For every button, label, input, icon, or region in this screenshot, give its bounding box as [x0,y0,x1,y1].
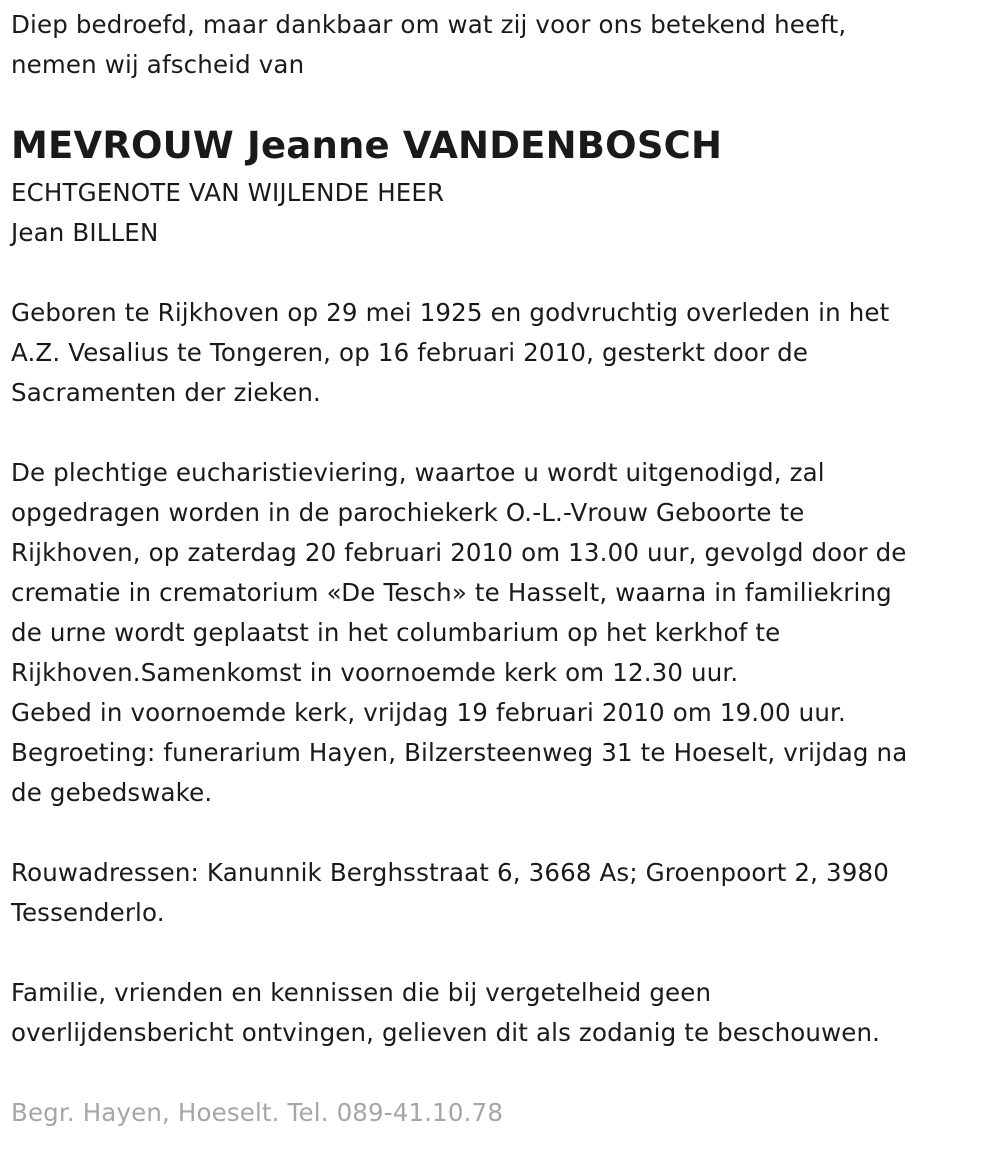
spacer [11,413,907,453]
deceased-name: MEVROUW Jeanne VANDENBOSCH [11,124,723,167]
paragraph-line: Geboren te Rijkhoven op 29 mei 1925 en godvruchtig overleden in het [11,298,890,327]
paragraph-line: crematie in crematorium «De Tesch» te Hasselt, waarna in familiekring [11,578,892,607]
intro-line: nemen wij afscheid van [11,50,305,79]
relation-text: ECHTGENOTE VAN WIJLENDE HEER [11,178,445,207]
paragraph-line: A.Z. Vesalius te Tongeren, op 16 februari 2010, gesterkt door de [11,338,809,367]
paragraph-line: overlijdensbericht ontvingen, gelieven dit als zodanig te beschouwen. [11,1018,881,1047]
paragraph-line: Tessenderlo. [11,898,165,927]
paragraph-line: de urne wordt geplaatst in het columbarium op het kerkhof te [11,618,781,647]
body-text [11,293,907,1053]
spacer [11,933,907,973]
notice-paragraph [11,973,907,1053]
birth-death-paragraph [11,293,907,413]
paragraph-line: Gebed in voornoemde kerk, vrijdag 19 februari 2010 om 19.00 uur. [11,698,846,727]
paragraph-line: Rouwadressen: Kanunnik Berghsstraat 6, 3668 As; Groenpoort 2, 3980 [11,858,889,887]
spacer [11,813,907,853]
paragraph-line: de gebedswake. [11,778,213,807]
relation-block [11,173,444,253]
intro-text [11,5,846,85]
addresses-paragraph [11,853,907,933]
funeral-home-credit [11,1093,503,1133]
intro-line: Diep bedroefd, maar dankbaar om wat zij voor ons betekend heeft, [11,10,847,39]
paragraph-line: opgedragen worden in de parochiekerk O.-L.-Vrouw Geboorte te [11,498,805,527]
paragraph-line: Begroeting: funerarium Hayen, Bilzersteenweg 31 te Hoeselt, vrijdag na [11,738,908,767]
ceremony-paragraph [11,453,907,813]
paragraph-line: Familie, vrienden en kennissen die bij vergetelheid geen [11,978,712,1007]
paragraph-line: Rijkhoven.Samenkomst in voornoemde kerk om 12.30 uur. [11,658,739,687]
footer-text: Begr. Hayen, Hoeselt. Tel. 089-41.10.78 [11,1098,504,1127]
paragraph-line: De plechtige eucharistieviering, waartoe u wordt uitgenodigd, zal [11,458,825,487]
paragraph-line: Sacramenten der zieken. [11,378,321,407]
spouse-name: Jean BILLEN [11,218,159,247]
paragraph-line: Rijkhoven, op zaterdag 20 februari 2010 om 13.00 uur, gevolgd door de [11,538,907,567]
